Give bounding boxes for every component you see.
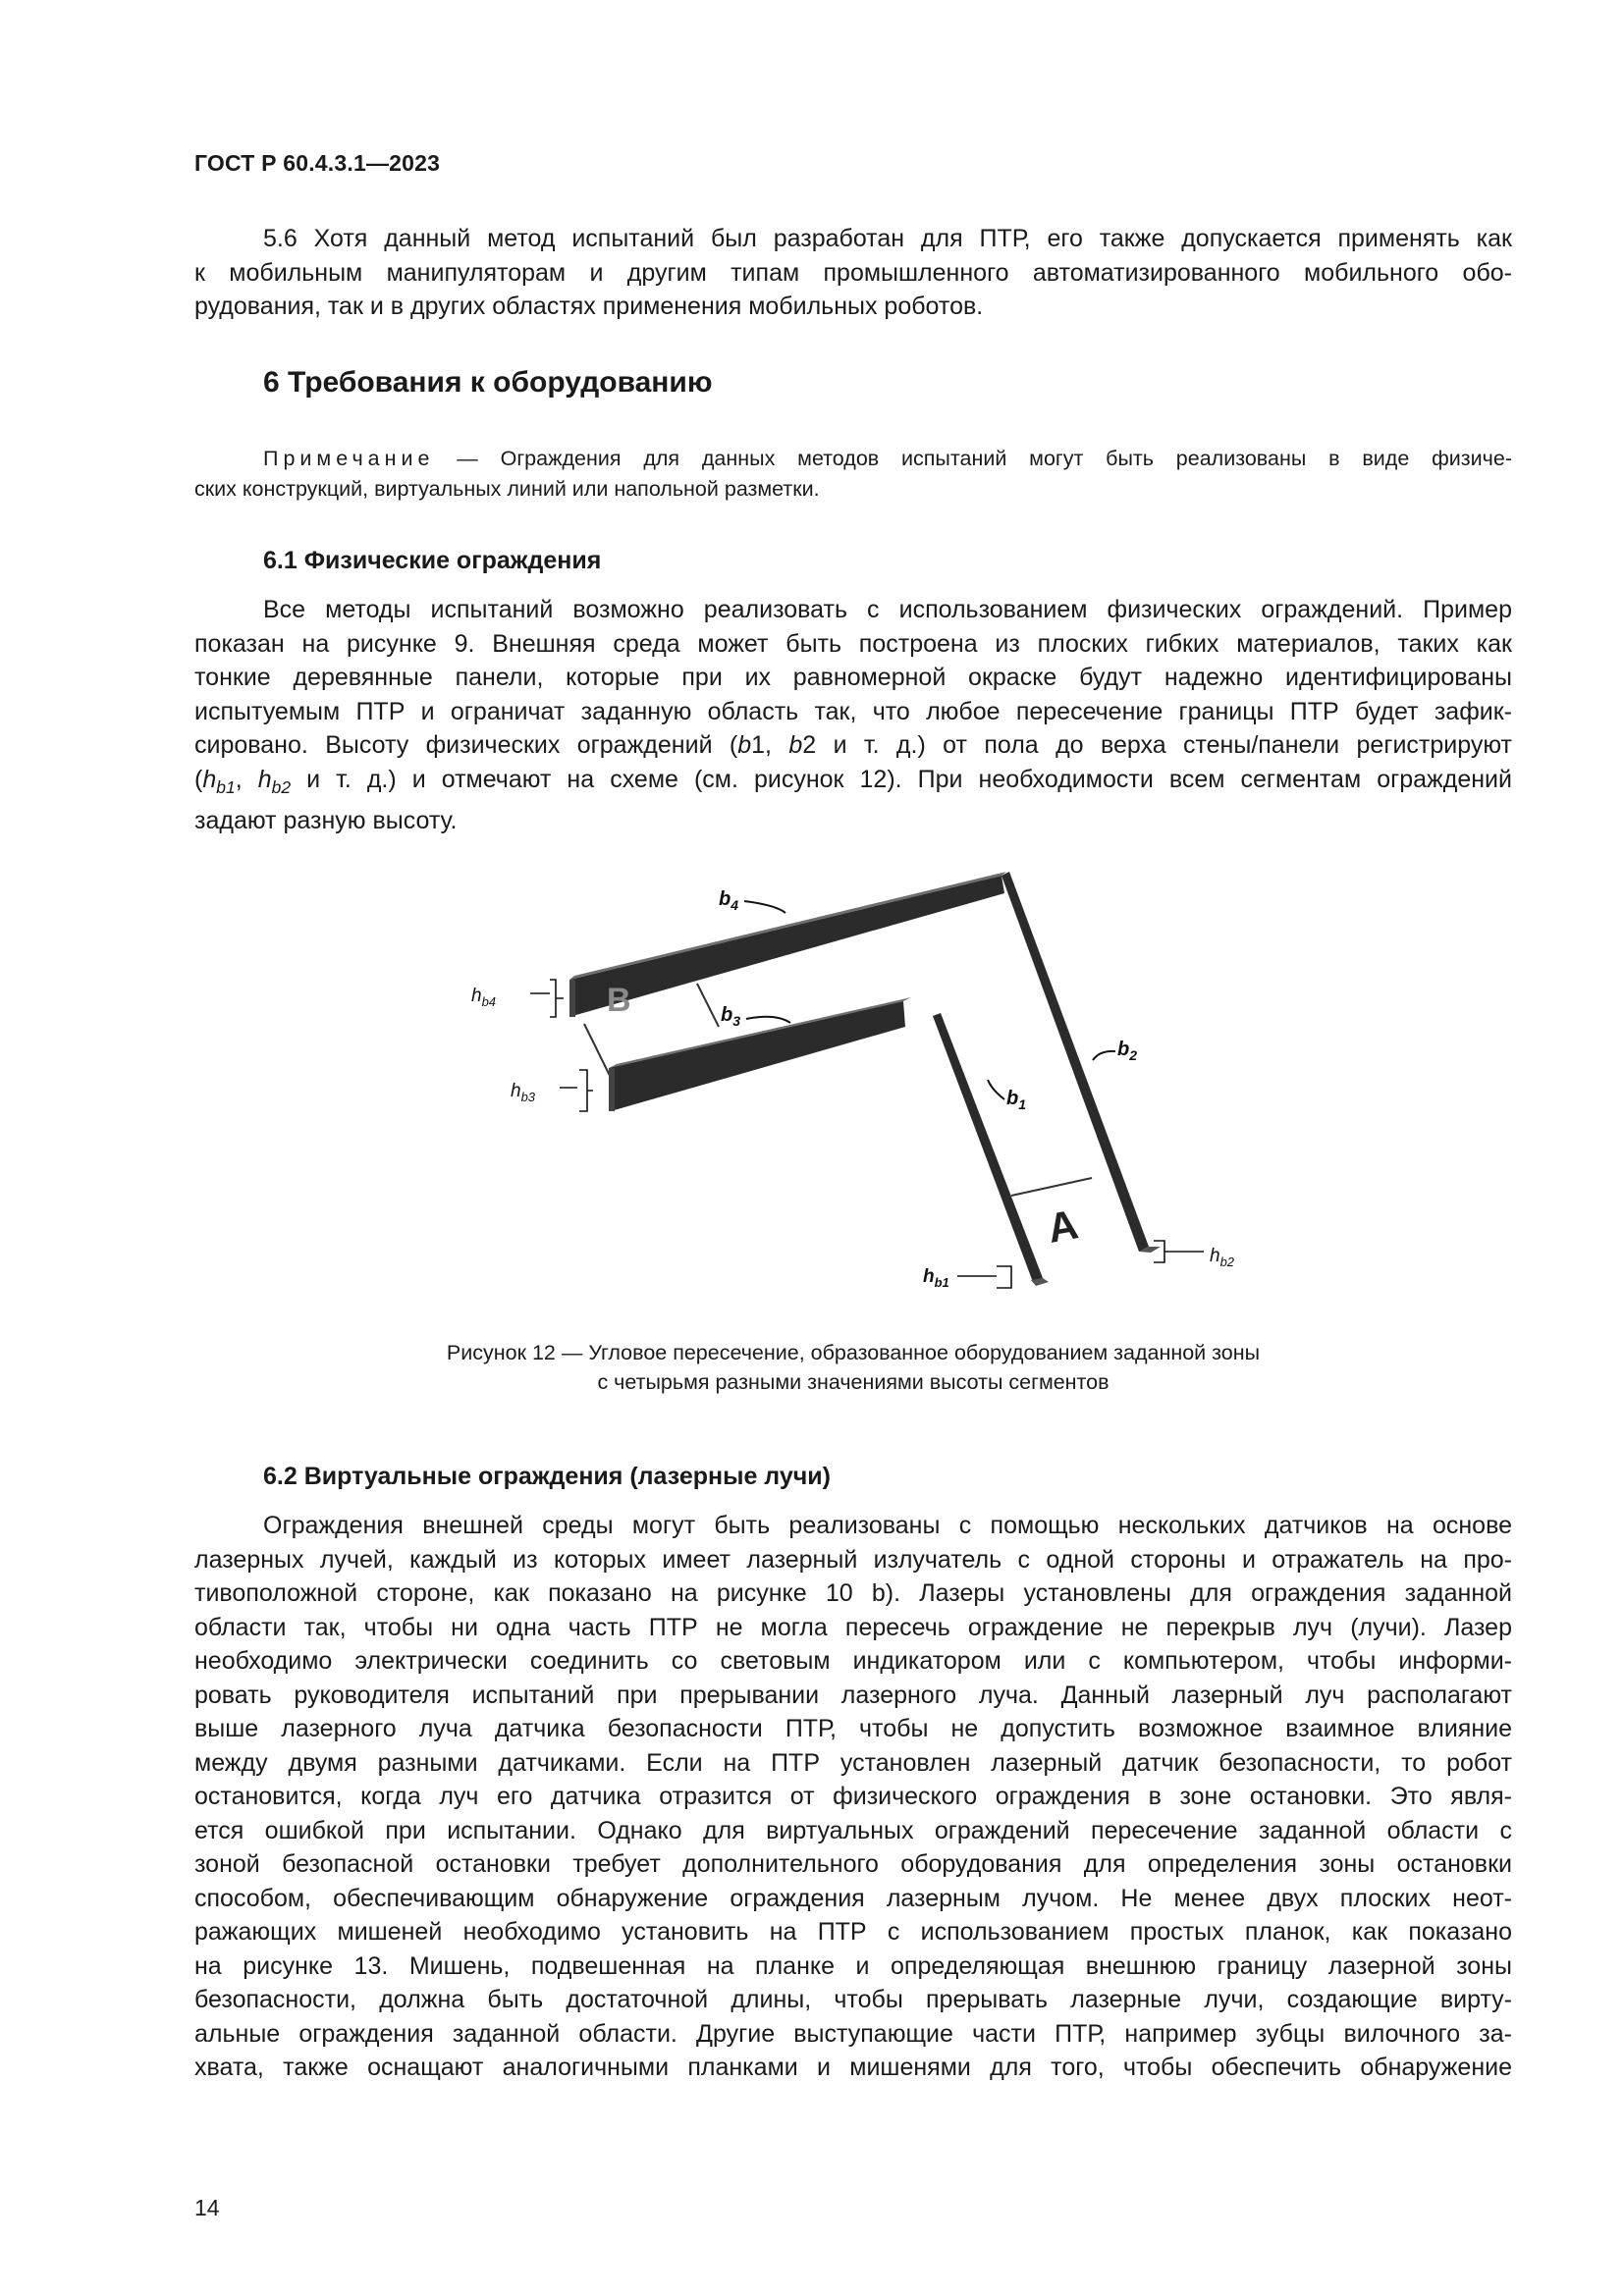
label-hb2: $h_{b2}$ (1210, 1246, 1235, 1269)
text-line: 5.6 Хотя данный метод испытаний был разработан для ПТР, его также допускается применять как (263, 225, 1512, 252)
text-line: альные ограждения заданной области. Другие выступающие части ПТР, например зубцы вилочного за- (194, 2019, 1512, 2048)
wall-b2 (1001, 872, 1149, 1252)
section-6-2-heading: 6.2 Виртуальные ограждения (лазерные лучи) (263, 1463, 831, 1490)
label-a: A (1044, 1201, 1082, 1252)
text-segment: , (235, 765, 258, 793)
document-header: ГОСТ Р 60.4.3.1—2023 (194, 150, 441, 176)
subscript-b1: b1 (216, 776, 236, 797)
italic-b: b (788, 731, 803, 759)
text-line: безопасности, должна быть достаточной длины, чтобы прерывать лазерные лучи, создающие вирту- (194, 1986, 1512, 2013)
note-line: ских конструкций, виртуальных линий или напольной разметки. (194, 477, 820, 501)
wall-b4 (569, 876, 1004, 1016)
figure-12-caption (194, 1338, 1512, 1397)
text-line (194, 728, 1512, 763)
section-6-note (194, 444, 1512, 505)
text-line: ется ошибкой при испытании. Однако для виртуальных ограждений пересечение заданной области с (194, 1816, 1512, 1844)
text-segment: 1, (751, 731, 789, 759)
text-line: лазерных лучей, каждый из которых имеет лазерный излучатель с одной стороны и отражатель на про- (194, 1545, 1512, 1574)
subscript-b2: b2 (271, 776, 292, 797)
text-line: ровать руководителя испытаний при прерывании лазерного луча. Данный лазерный луч располагают (194, 1681, 1512, 1709)
text-line: тонкие деревянные панели, которые при их равномерной окраске будут надежно идентифицированы (194, 664, 1512, 691)
text-segment: ( (194, 765, 203, 793)
text-line: зоной безопасной остановки требует дополнительного оборудования для определения зоны остановки (194, 1850, 1512, 1878)
note-label: Примечание (263, 447, 435, 470)
segment-labels (719, 888, 1137, 1112)
bracket-hb4 (530, 980, 564, 1017)
text-line: остановится, когда луч его датчика отразится от физического ограждения в зоне остановки. Это явля- (194, 1783, 1512, 1810)
text-line: задают разную высоту. (194, 807, 458, 834)
text-line: хвата, также оснащают аналогичными планками и мишенями для того, чтобы обеспечить обнаружение (194, 2054, 1512, 2081)
note-line (194, 444, 1512, 474)
arrow-b2 (1093, 1051, 1115, 1060)
caption-line: Рисунок 12 — Угловое пересечение, образованное оборудованием заданной зоны (446, 1341, 1261, 1364)
section-6-2-paragraph (194, 1509, 1512, 2085)
text-line: Ограждения внешней среды могут быть реализованы с помощью нескольких датчиков на основе (263, 1512, 1512, 1539)
label-b4: $b_4$ (719, 888, 739, 913)
text-line: необходимо электрически соединить со световым индикатором или с компьютером, чтобы информи- (194, 1647, 1512, 1675)
bracket-hb3 (560, 1070, 593, 1111)
label-b1: $b_1$ (1006, 1088, 1027, 1112)
caption-line: с четырьмя разными значениями высоты сегментов (597, 1370, 1110, 1394)
text-line: тивоположной стороне, как показано на рисунке 10 b). Лазеры установлены для ограждения заданной (194, 1579, 1512, 1607)
figure-12-corner-intersection (461, 854, 1257, 1306)
text-line: области так, чтобы ни одна часть ПТР не могла пересечь ограждение не перекрыв луч (лучи). Лазер (194, 1613, 1512, 1641)
section-5-6-paragraph (194, 222, 1512, 324)
label-b3: $b_3$ (721, 1004, 741, 1029)
italic-h: h (257, 765, 272, 793)
text-line: испытуемым ПТР и ограничат заданную область так, что любое пересечение границы ПТР будет зафик- (194, 697, 1512, 725)
italic-b: b (737, 731, 752, 759)
arrow-b4 (744, 901, 785, 913)
wall-end (569, 980, 575, 1017)
wall-b1 (933, 1013, 1043, 1282)
label-hb3: $h_{b3}$ (511, 1081, 536, 1104)
label-b2: $b_2$ (1117, 1039, 1138, 1063)
bracket-hb2 (1154, 1241, 1204, 1262)
text-line (194, 763, 1512, 805)
section-6-heading: 6 Требования к оборудованию (263, 366, 713, 399)
text-line: рудования, так и в других областях применения мобильных роботов. (194, 293, 984, 320)
text-line: выше лазерного луча датчика безопасности ПТР, чтобы не допустить возможное взаимное влияние (194, 1715, 1512, 1742)
arrow-b3 (746, 1017, 790, 1023)
wall-end (609, 1068, 615, 1111)
text-line: к мобильным манипуляторам и другим типам промышленного автоматизированного мобильного обо- (194, 258, 1512, 287)
note-text: — Ограждения для данных методов испытаний могут быть реализованы в виде физиче- (434, 447, 1512, 470)
label-hb1: $h_{b1}$ (923, 1266, 949, 1290)
text-line: ражающих мишеней необходимо установить на ПТР с использованием простых планок, как показано (194, 1918, 1512, 1946)
section-6-1-heading: 6.1 Физические ограждения (263, 547, 602, 574)
italic-h: h (202, 765, 217, 793)
text-segment: 2 и т. д.) от пола до верха стены/панели регистрируют (802, 731, 1512, 759)
text-line: показан на рисунке 9. Внешняя среда может быть построена из плоских гибких материалов, таких как (194, 629, 1512, 658)
text-segment: и т. д.) и отмечают на схеме (см. рисунок 12). При необходимости всем сегментам ограждений (291, 765, 1512, 793)
text-line: между двумя разными датчиками. Если на ПТР установлен лазерный датчик безопасности, то робот (194, 1748, 1512, 1777)
arrow-b1 (988, 1080, 1004, 1099)
label-hb4: $h_{b4}$ (471, 986, 497, 1009)
text-line: способом, обеспечивающим обнаружение ограждения лазерным лучом. Не менее двух плоских неот- (194, 1884, 1512, 1912)
text-line: на рисунке 13. Мишень, подвешенная на планке и определяющая внешнюю границу лазерной зоны (194, 1951, 1512, 1980)
text-line: Все методы испытаний возможно реализовать с использованием физических ограждений. Пример (263, 596, 1512, 623)
section-6-1-paragraph (194, 593, 1512, 838)
bracket-hb1 (957, 1266, 1011, 1288)
label-b: B (607, 982, 631, 1019)
page-number: 14 (194, 2195, 220, 2220)
text-segment: сировано. Высоту физических ограждений ( (194, 731, 738, 759)
